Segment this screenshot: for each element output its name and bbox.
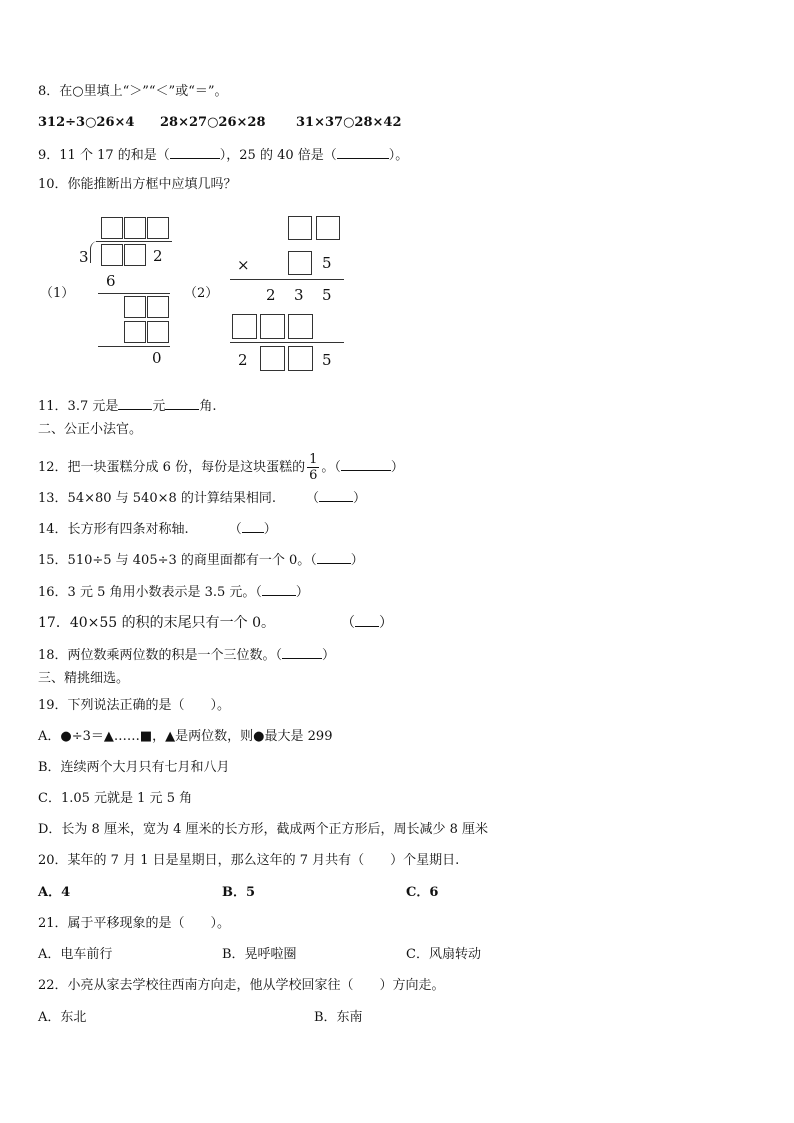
- q10-2-result-box-1[interactable]: [260, 346, 285, 371]
- q16-part-a: 16．3 元 5 角用小数表示是 3.5 元。（: [38, 585, 262, 600]
- q21-option-b[interactable]: B．晃呼啦圈: [222, 947, 297, 962]
- q10-2-partial2-box-2[interactable]: [260, 314, 285, 339]
- q19-option-d[interactable]: D．长为 8 厘米，宽为 4 厘米的长方形，截成两个正方形后，周长减少 8 厘米: [38, 822, 489, 837]
- q10-label-2: （2）: [184, 286, 219, 301]
- q17: [38, 613, 393, 632]
- q9-blank-2[interactable]: [337, 145, 389, 159]
- q16-blank[interactable]: [262, 582, 296, 596]
- q9-part-b: ），25 的 40 倍是（: [219, 148, 337, 163]
- q10-1-line-2: [98, 346, 170, 347]
- q10-2-multiplicand-box-1[interactable]: [288, 216, 312, 240]
- q10-2-partial-digit-2: 3: [294, 286, 304, 304]
- q20-option-a[interactable]: A．4: [38, 885, 71, 900]
- q8-title: 8．在○里填上“＞”“＜”或“＝”。: [38, 84, 228, 99]
- q11-part-b: 元: [152, 399, 166, 414]
- q9-part-a: 9．11 个 17 的和是（: [38, 148, 170, 163]
- q13-part-c: ）: [353, 491, 367, 506]
- q10-1-dividend-box-2[interactable]: [124, 244, 146, 266]
- q12-part-c: ）: [390, 460, 404, 475]
- q10-2-multiplier-box[interactable]: [288, 251, 312, 275]
- q21-option-c[interactable]: C．风扇转动: [406, 947, 481, 962]
- q16-part-c: ）: [295, 585, 309, 600]
- q15-part-a: 15．510÷5 与 405÷3 的商里面都有一个 0。（: [38, 553, 317, 568]
- q21-option-a[interactable]: A．电车前行: [38, 947, 113, 962]
- q11-part-a: 11．3.7 元是: [38, 399, 119, 414]
- q10-1-divisor: 3: [79, 248, 89, 266]
- q19-option-a[interactable]: A．●÷3＝▲……■，▲是两位数，则●最大是 299: [38, 729, 333, 744]
- q13-blank[interactable]: [319, 488, 353, 502]
- q13-part-a: 13．54×80 与 540×8 的计算结果相同.: [38, 491, 277, 506]
- q10-1-quotient-box-1[interactable]: [101, 217, 123, 239]
- q9: [38, 145, 408, 165]
- q10-2-result-last: 5: [322, 351, 332, 369]
- q9-blank-1[interactable]: [170, 145, 220, 159]
- q20-title: 20．某年的 7 月 1 日是星期日，那么这年的 7 月共有（ ）个星期日.: [38, 853, 460, 868]
- q10-2-partial-digit-3: 5: [322, 286, 332, 304]
- q10-1-line-1: [98, 293, 170, 294]
- q19-option-c[interactable]: C．1.05 元就是 1 元 5 角: [38, 791, 193, 806]
- q15-part-c: ）: [350, 553, 364, 568]
- q10-1-quotient-box-2[interactable]: [124, 217, 146, 239]
- q12-blank[interactable]: [341, 457, 391, 471]
- q10-1-step-box-1[interactable]: [124, 296, 146, 318]
- q18: [38, 645, 335, 665]
- q11: [38, 396, 217, 416]
- q22-title: 22．小亮从家去学校往西南方向走，他从学校回家往（ ）方向走。: [38, 978, 445, 993]
- q14: [38, 519, 277, 539]
- q16: [38, 582, 309, 602]
- q10-2-multiplicand-box-2[interactable]: [316, 216, 340, 240]
- q14-part-b: （: [228, 522, 242, 537]
- q10-1-step-box-2[interactable]: [147, 296, 169, 318]
- q19-title: 19．下列说法正确的是（ ）。: [38, 698, 231, 713]
- q10-2-partial2-box-3[interactable]: [288, 314, 313, 339]
- q8-item-2: 28×27○26×28: [160, 115, 266, 130]
- q10-2-multiplier-digit: 5: [322, 254, 332, 272]
- q12-fraction: [307, 452, 319, 483]
- q10-1-division-bracket: [90, 241, 99, 263]
- q17-part-a: 17．40×55 的积的末尾只有一个 0。: [38, 615, 275, 631]
- q11-blank-yuan[interactable]: [118, 396, 152, 410]
- q17-part-c: ）: [378, 615, 393, 631]
- q13-part-b: （: [306, 491, 320, 506]
- q10-2-line-1: [230, 279, 344, 280]
- q10-2-line-2: [230, 342, 344, 343]
- q10-2-partial2-box-1[interactable]: [232, 314, 257, 339]
- q10-2-partial-digit-1: 2: [266, 286, 276, 304]
- section-2-heading: 二、公正小法官。: [38, 422, 143, 437]
- q10-1-step-box-4[interactable]: [147, 321, 169, 343]
- q18-blank[interactable]: [282, 645, 322, 659]
- q18-part-a: 18．两位数乘两位数的积是一个三位数。（: [38, 648, 283, 663]
- q10-1-division-bar: [96, 241, 172, 242]
- q10-title: 10．你能推断出方框中应填几吗？: [38, 177, 237, 192]
- q10-1-remainder: 0: [152, 349, 162, 367]
- q20-option-c[interactable]: C．6: [406, 885, 439, 900]
- q22-option-b[interactable]: B．东南: [314, 1010, 363, 1025]
- q10-1-first-product: 6: [106, 272, 116, 290]
- q17-blank[interactable]: [355, 613, 379, 627]
- q12-fraction-denominator: 6: [309, 468, 318, 483]
- q11-part-c: 角.: [199, 399, 217, 414]
- q10-2-times-sign: ×: [237, 256, 250, 274]
- q15: [38, 550, 364, 570]
- q8-item-1: 312÷3○26×4: [38, 115, 135, 130]
- q10-1-dividend-box-1[interactable]: [101, 244, 123, 266]
- q10-1-step-box-3[interactable]: [124, 321, 146, 343]
- q14-part-c: ）: [263, 522, 277, 537]
- q11-blank-jiao[interactable]: [165, 396, 199, 410]
- q10-2-result-first: 2: [238, 351, 248, 369]
- section-3-heading: 三、精挑细选。: [38, 671, 130, 686]
- q18-part-c: ）: [322, 648, 336, 663]
- q10-1-quotient-box-3[interactable]: [147, 217, 169, 239]
- q14-blank[interactable]: [242, 519, 264, 533]
- q12-fraction-numerator: 1: [309, 452, 318, 467]
- q12: [38, 452, 404, 483]
- q10-2-result-box-2[interactable]: [288, 346, 313, 371]
- q9-part-c: ）。: [388, 148, 409, 163]
- q22-option-a[interactable]: A．东北: [38, 1010, 87, 1025]
- q8-item-3: 31×37○28×42: [296, 115, 402, 130]
- q12-part-a: 12．把一块蛋糕分成 6 份，每份是这块蛋糕的: [38, 460, 306, 475]
- q21-title: 21．属于平移现象的是（ ）。: [38, 916, 231, 931]
- q13: [38, 488, 366, 508]
- q10-label-1: （1）: [40, 286, 75, 301]
- q15-blank[interactable]: [317, 550, 351, 564]
- q20-option-b[interactable]: B．5: [222, 885, 256, 900]
- q14-part-a: 14．长方形有四条对称轴.: [38, 522, 189, 537]
- q17-part-b: （: [340, 615, 355, 631]
- q12-part-b: 。（: [321, 460, 341, 475]
- q19-option-b[interactable]: B．连续两个大月只有七月和八月: [38, 760, 230, 775]
- q10-1-dividend-last-digit: 2: [153, 247, 163, 265]
